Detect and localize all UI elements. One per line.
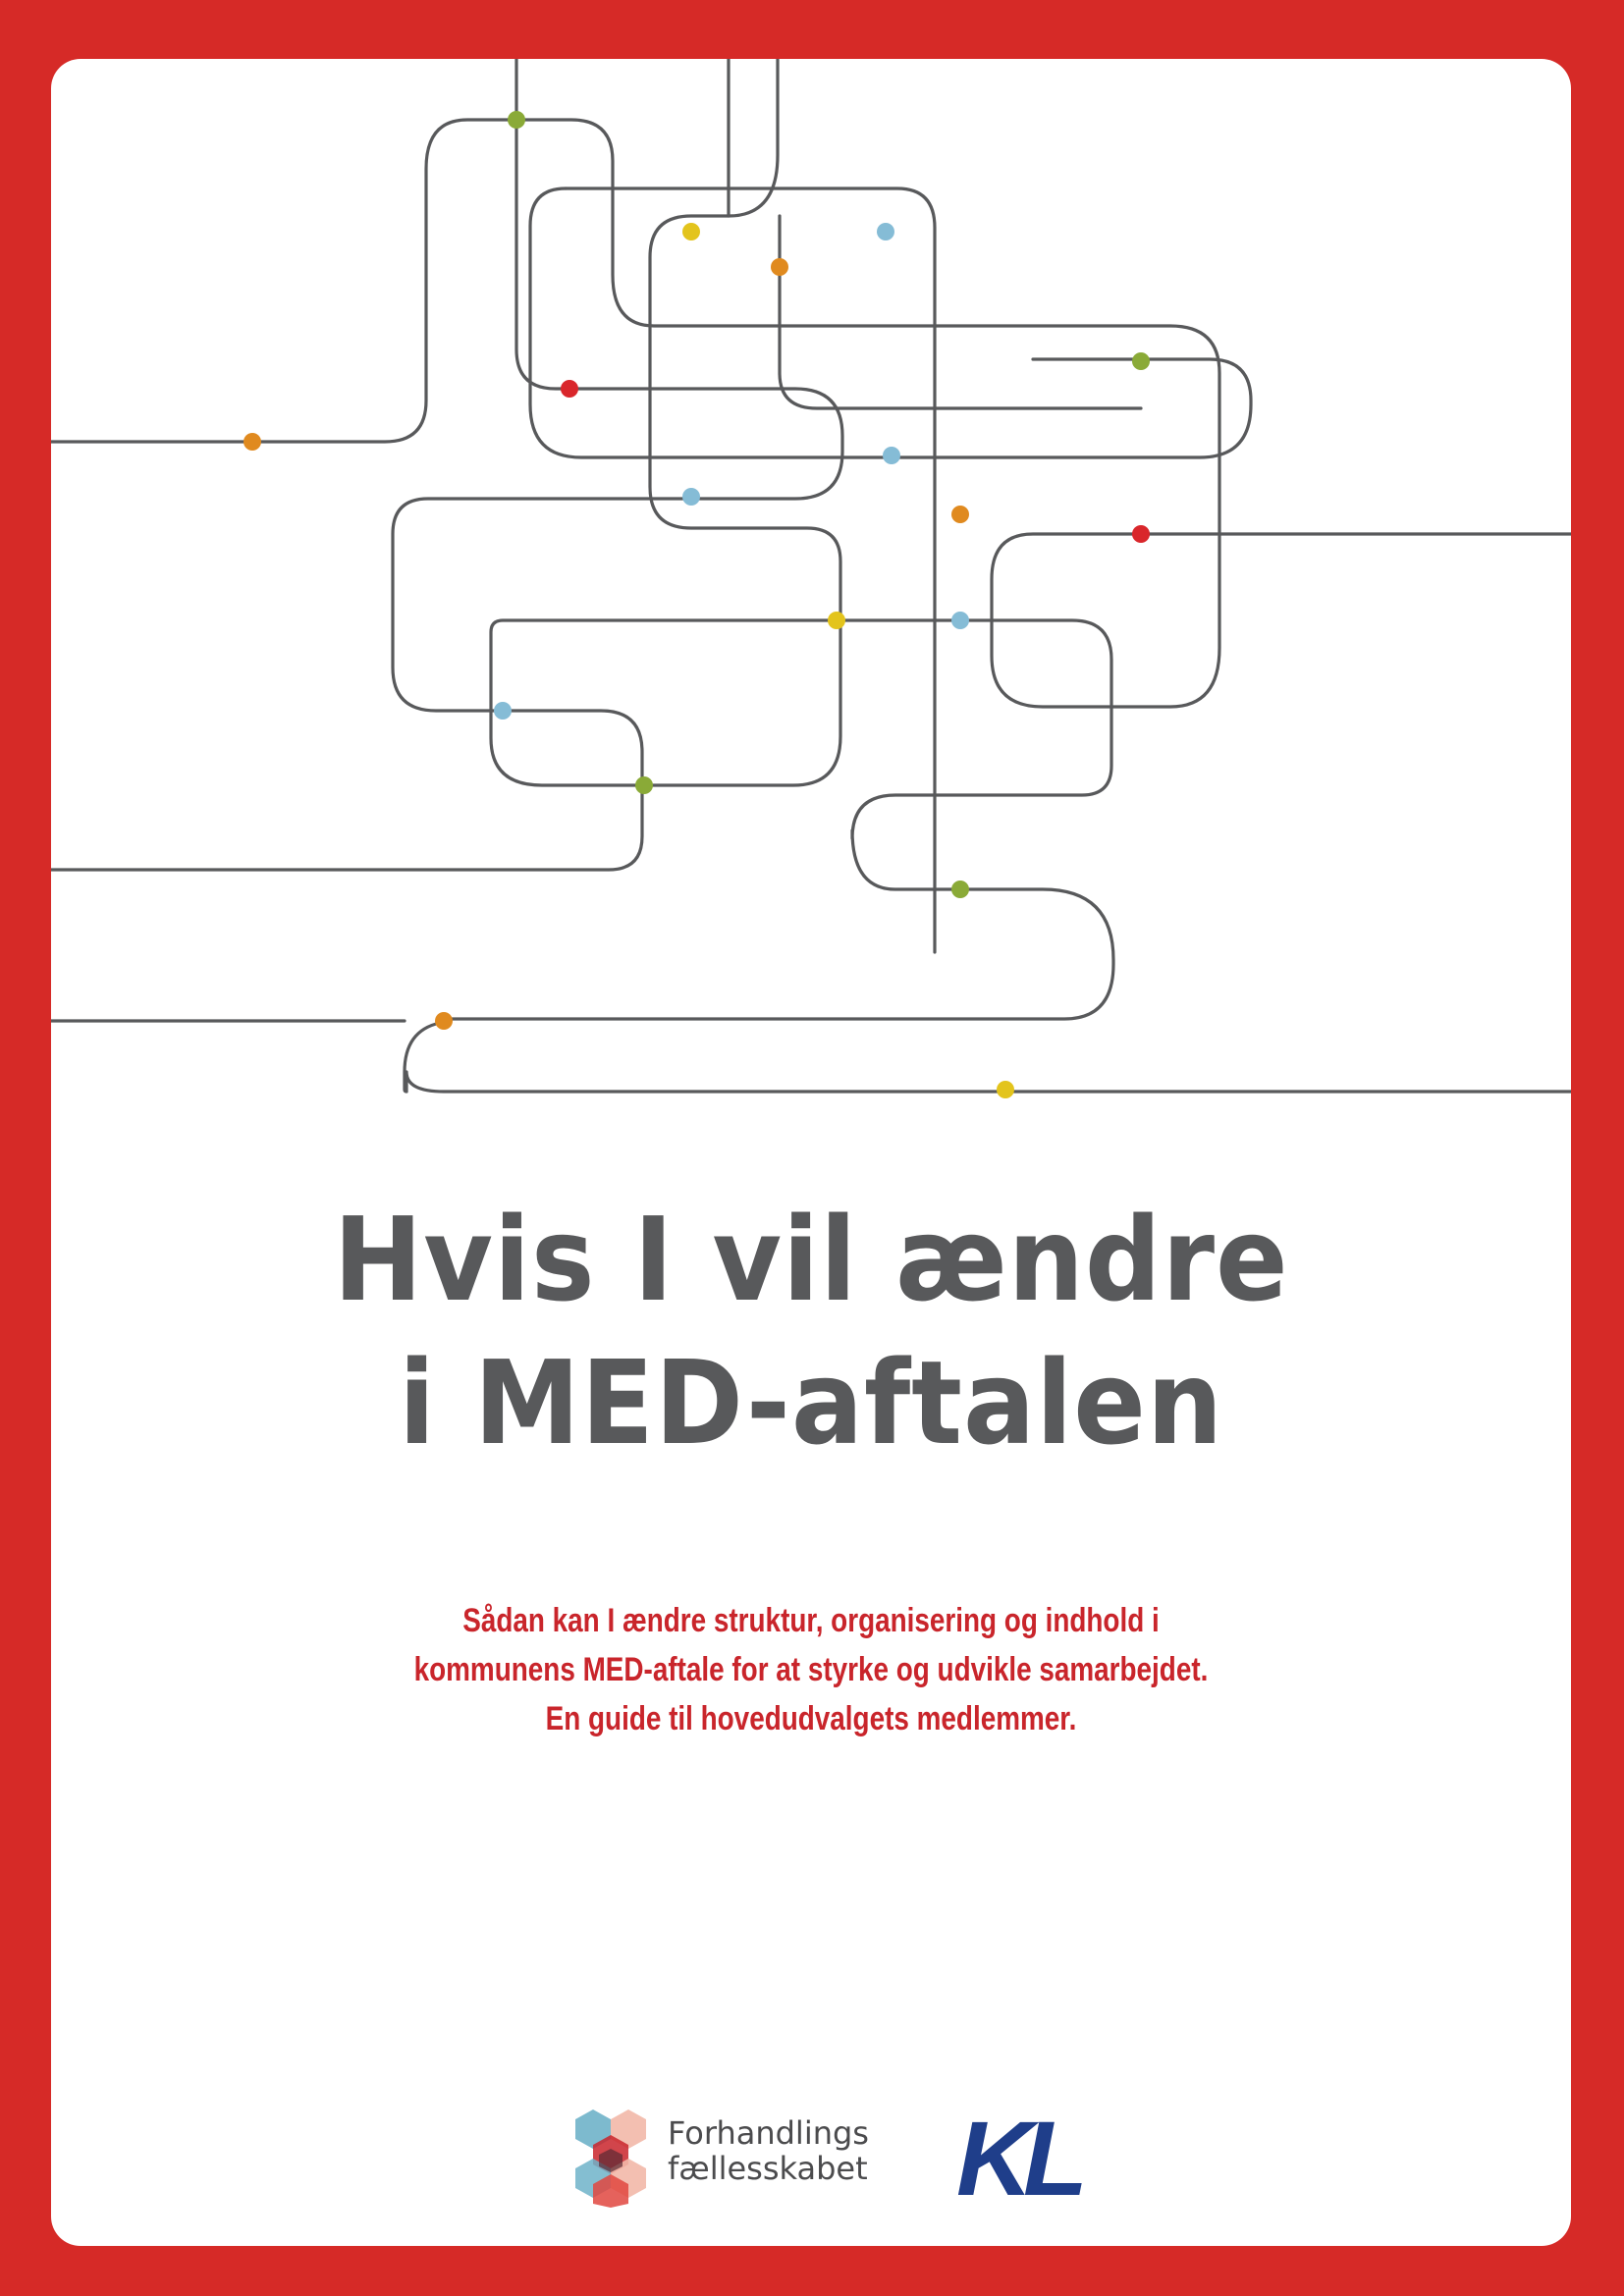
network-line (406, 1072, 1571, 1092)
kl-logo: KL (956, 2099, 1078, 2217)
ff-logo-line-2: fællesskabet (668, 2150, 868, 2187)
network-dot-orange (244, 433, 261, 451)
ff-logo-line-1: Forhandlings (668, 2114, 869, 2152)
network-dot-blue (494, 702, 512, 720)
network-dot-yellow (682, 223, 700, 240)
network-dot-blue (682, 488, 700, 506)
network-dot-blue (877, 223, 894, 240)
page-title (112, 1188, 1510, 1474)
network-dot-red (561, 380, 578, 398)
network-dot-orange (435, 1012, 453, 1030)
cover-card (51, 59, 1571, 2246)
line-network-illustration (51, 59, 1571, 1178)
page-subtitle (188, 1596, 1434, 1743)
network-line (780, 216, 1141, 408)
network-dot-green (635, 776, 653, 794)
forhandlingsfaellesskabet-logo-text (668, 2115, 869, 2186)
network-dot-green (1132, 352, 1150, 370)
forhandlingsfaellesskabet-logo-icon (573, 2106, 656, 2208)
network-dot-red (1132, 525, 1150, 543)
network-line (51, 120, 1571, 707)
title-line-2: i MED-aftalen (398, 1335, 1224, 1470)
network-dot-orange (951, 506, 969, 523)
network-dot-green (508, 111, 525, 129)
network-dot-yellow (997, 1081, 1014, 1098)
network-line (51, 59, 842, 870)
subtitle-line-3: En guide til hovedudvalgets medlemmer. (545, 1700, 1077, 1737)
network-dot-yellow (828, 612, 845, 629)
network-dot-green (951, 881, 969, 898)
network-dot-orange (771, 258, 788, 276)
logo-bar (573, 2099, 1123, 2217)
title-line-1: Hvis I vil ændre (333, 1192, 1289, 1327)
network-dot-blue (883, 447, 900, 464)
network-line (405, 59, 1113, 1092)
network-line (566, 188, 935, 952)
subtitle-line-1: Sådan kan I ændre struktur, organisering og indhold i (462, 1602, 1160, 1639)
subtitle-line-2: kommunens MED-aftale for at styrke og udvikle samarbejdet. (413, 1651, 1209, 1688)
network-dot-blue (951, 612, 969, 629)
